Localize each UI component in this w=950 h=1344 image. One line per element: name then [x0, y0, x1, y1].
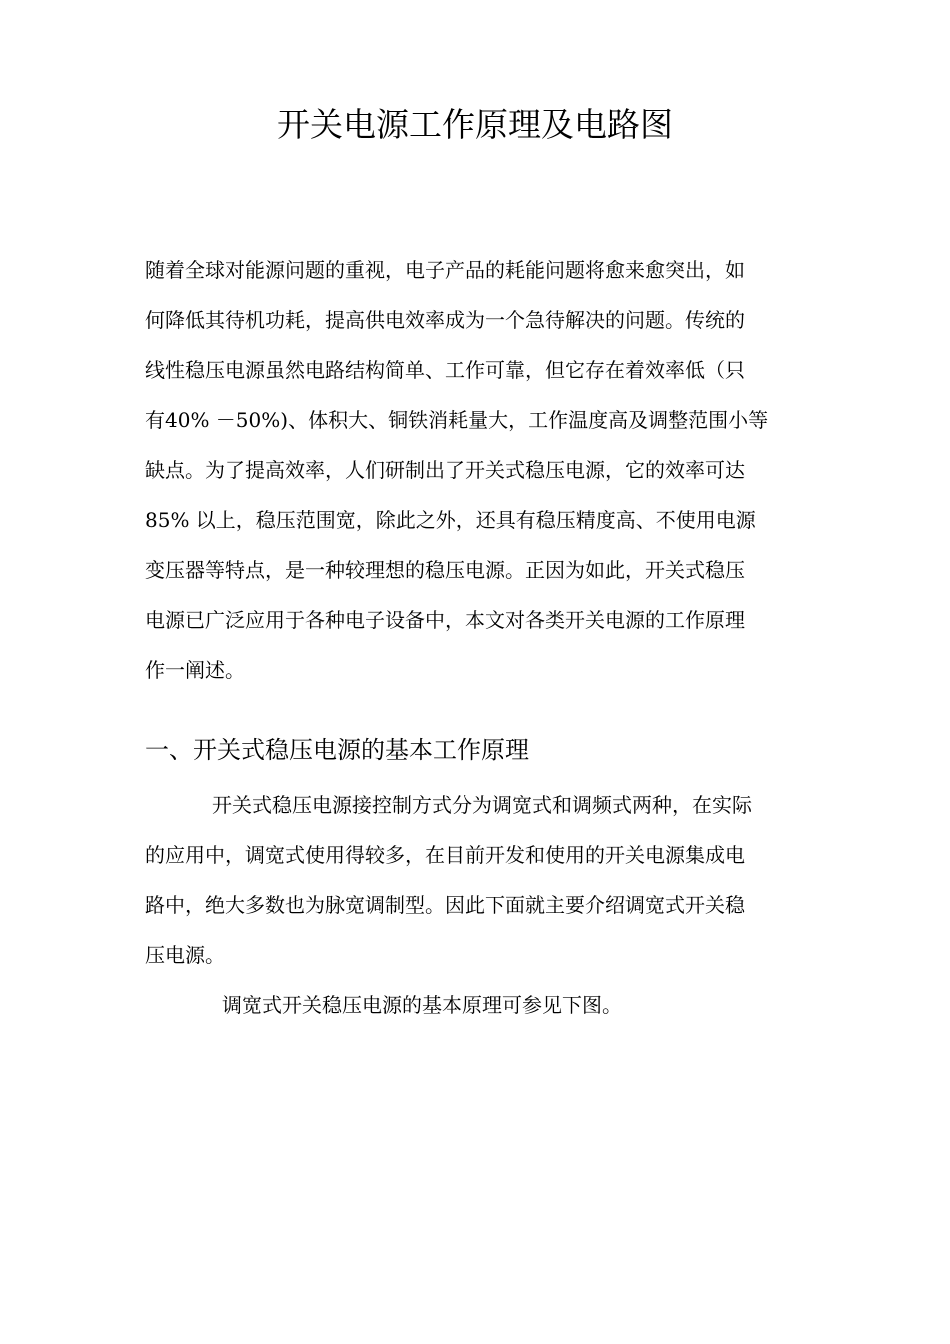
intro-line: 作一阐述。	[145, 658, 245, 682]
intro-line: 电源已广泛应用于各种电子设备中，本文对各类开关电源的工作原理	[145, 608, 745, 632]
intro-line: 变压器等特点，是一种较理想的稳压电源。正因为如此，开关式稳压	[145, 558, 745, 582]
section-line: 的应用中，调宽式使用得较多，在目前开发和使用的开关电源集成电	[145, 843, 745, 867]
intro-line: 85% 以上，稳压范围宽，除此之外，还具有稳压精度高、不使用电源	[145, 508, 756, 532]
section-line: 压电源。	[145, 943, 225, 967]
intro-line: 有40% －50%)、体积大、铜铁消耗量大，工作温度高及调整范围小等	[145, 408, 769, 432]
intro-line: 缺点。为了提高效率，人们研制出了开关式稳压电源，它的效率可达	[145, 458, 745, 482]
intro-line: 线性稳压电源虽然电路结构简单、工作可靠，但它存在着效率低（只	[145, 358, 745, 382]
section-heading: 一、开关式稳压电源的基本工作原理	[145, 736, 529, 764]
section-line: 开关式稳压电源接控制方式分为调宽式和调频式两种，在实际	[212, 793, 752, 817]
intro-line: 随着全球对能源问题的重视，电子产品的耗能问题将愈来愈突出，如	[145, 258, 745, 282]
section-line: 路中，绝大多数也为脉宽调制型。因此下面就主要介绍调宽式开关稳	[145, 893, 745, 917]
intro-line: 何降低其待机功耗，提高供电效率成为一个急待解决的问题。传统的	[145, 308, 745, 332]
section-paragraph	[145, 780, 813, 1030]
intro-paragraph	[145, 245, 813, 695]
document-title: 开关电源工作原理及电路图	[277, 105, 673, 144]
section-line: 调宽式开关稳压电源的基本原理可参见下图。	[222, 993, 622, 1017]
